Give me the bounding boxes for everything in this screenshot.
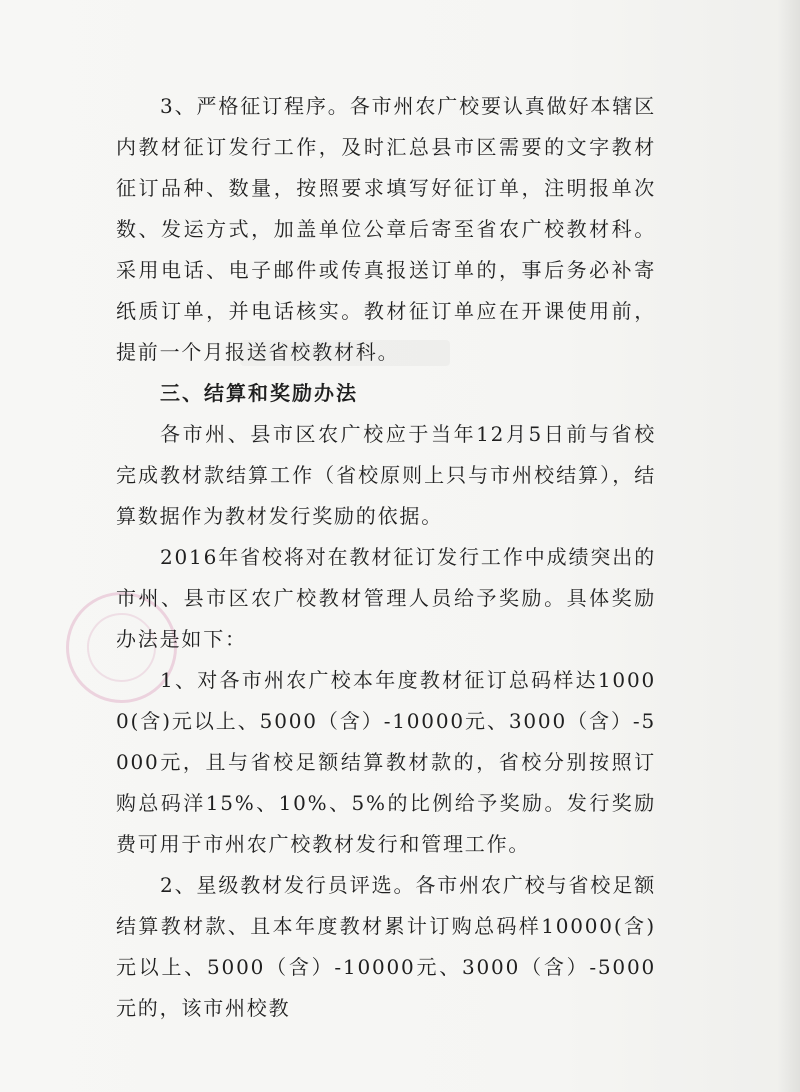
paragraph-strict-ordering-procedure: 3、严格征订程序。各市州农广校要认真做好本辖区内教材征订发行工作，及时汇总县市区需要的文字教材征订品种、数量，按照要求填写好征订单，注明报单次数、发运方式，加盖单位公章后寄至省农广校教材科。采用电话、电子邮件或传真报送订单的，事后务必补寄纸质订单，并电话核实。教材征订单应在开课使用前，提前一个月报送省校教材科。 <box>116 94 656 364</box>
paragraph-settlement-deadline: 各市州、县市区农广校应于当年12月5日前与省校完成教材款结算工作（省校原则上只与市州校结算），结算数据作为教材发行奖励的依据。 <box>116 422 656 528</box>
paragraph-reward-rule-2: 2、星级教材发行员评选。各市州农广校与省校足额结算教材款、且本年度教材累计订购总码样10000(含)元以上、5000（含）-10000元、3000（含）-5000元的，该市州校教 <box>116 873 656 1020</box>
paragraph-reward-rule-1: 1、对各市州农广校本年度教材征订总码样达10000(含)元以上、5000（含）-10000元、3000（含）-5000元，且与省校足额结算教材款的，省校分别按照订购总码洋15%、10%、5%的比例给予奖励。发行奖励费可用于市州农广校教材发行和管理工作。 <box>116 668 656 856</box>
paragraph-reward-plan: 2016年省校将对在教材征订发行工作中成绩突出的市州、县市区农广校教材管理人员给予奖励。具体奖励办法是如下： <box>116 545 656 651</box>
page-edge-shadow <box>778 0 800 1092</box>
document-body <box>116 86 656 1029</box>
section-heading-settlement-and-reward: 三、结算和奖励办法 <box>160 381 358 405</box>
